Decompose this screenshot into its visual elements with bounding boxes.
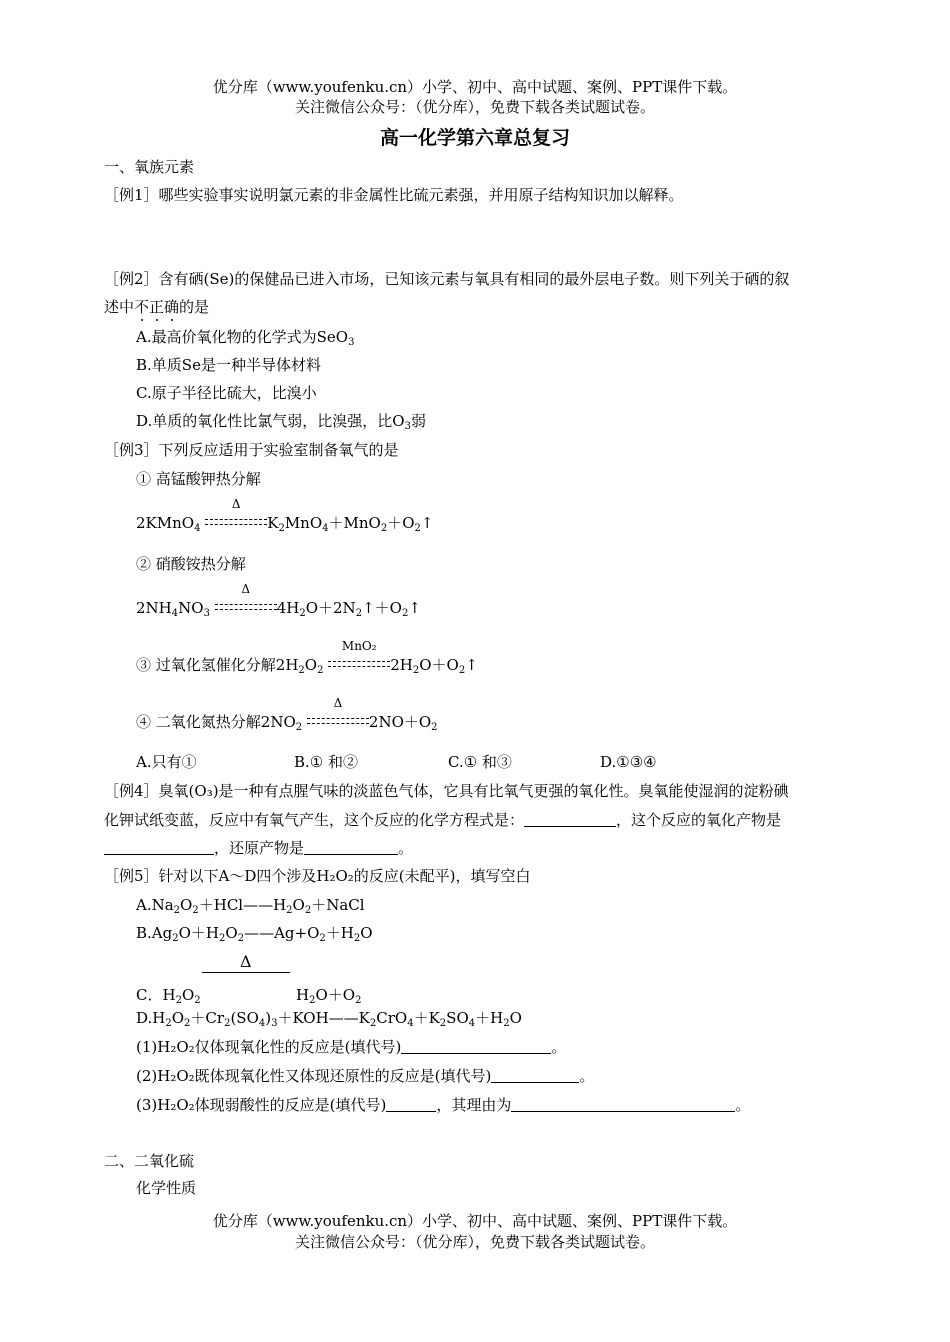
- heat-condition: Δ: [307, 713, 369, 727]
- example-4-line-3: ，还原产物是 。: [104, 840, 413, 856]
- reaction-b: $B.Ag_2O+H_2O_2——Ag+O_2+H_2O$: [136, 924, 373, 944]
- ex3-choice-b: B.① 和②: [294, 753, 359, 771]
- example-4-line-1: ［例4］臭氧(O₃)是一种有点腥气味的淡蓝色气体，它具有比氧气更强的氧化性。臭氧能使湿润的淀粉碘: [104, 782, 789, 800]
- reaction-1-equation: 2KMnO$_4$ Δ $K_2MnO_4+MnO_2+O_2↑$: [136, 497, 434, 534]
- reaction-2-equation: $2NH_4NO_3$ Δ $4H_2O+2N_2↑+O_2↑$: [136, 582, 421, 619]
- reaction-c-left: C．$H_2O_2$: [136, 986, 201, 1006]
- reaction-a: $A.Na_2O_2+HCl——H_2O_2+NaCl$: [136, 896, 365, 916]
- emphasis-dot: [141, 319, 143, 321]
- example-3-stem: ［例3］下列反应适用于实验室制备氧气的是: [104, 441, 399, 459]
- page-title: 高一化学第六章总复习: [379, 127, 570, 149]
- footer-line-2: 关注微信公众号：（优分库），免费下载各类试题试卷。: [294, 1233, 655, 1251]
- emphasis-dot: [156, 319, 158, 321]
- example-2-line-2: 述中不正确的是: [104, 298, 210, 316]
- section-2-heading: 二、二氧化硫: [104, 1152, 195, 1170]
- ex3-choice-c: C.① 和③: [448, 753, 512, 771]
- example-5-stem: ［例5］针对以下A～D四个涉及H₂O₂的反应(未配平)，填写空白: [104, 867, 531, 885]
- footer-line-1: 优分库（www.youfenku.cn）小学、初中、高中试题、案例、PPT课件下载。: [212, 1212, 738, 1230]
- ex2-option-b: B.单质Se是一种半导体材料: [136, 356, 321, 374]
- heat-symbol: Δ: [240, 952, 252, 971]
- ex3-choice-d: D.①③④: [600, 753, 657, 771]
- reaction-c-right: $H_2O+O_2$: [296, 986, 362, 1006]
- answer-blank: [511, 1097, 735, 1112]
- emphasis-not-correct: 不正确: [134, 298, 180, 316]
- header-line-1: 优分库（www.youfenku.cn）小学、初中、高中试题、案例、PPT课件下载。: [212, 78, 738, 96]
- answer-blank: [401, 1039, 551, 1054]
- example-1: ［例1］哪些实验事实说明氯元素的非金属性比硫元素强，并用原子结构知识加以解释。: [104, 186, 684, 204]
- header-line-2: 关注微信公众号：（优分库），免费下载各类试题试卷。: [294, 98, 655, 116]
- emphasis-dot: [171, 319, 173, 321]
- ex2-option-a: A.最高价氧化物的化学式为SeO$_3$: [136, 328, 355, 348]
- ex3-choice-a: A.只有①: [136, 753, 197, 771]
- section-1-heading: 一、氧族元素: [104, 158, 195, 176]
- heat-condition: Δ: [205, 514, 267, 528]
- example-4-line-2: 化钾试纸变蓝，反应中有氧气产生，这个反应的化学方程式是： ，这个反应的氧化产物是: [104, 811, 782, 829]
- section-2-subheading: 化学性质: [136, 1179, 197, 1197]
- condition-line: [202, 972, 290, 973]
- ex2-option-d: D.单质的氧化性比氯气弱，比溴强，比$O_3$弱: [136, 412, 426, 432]
- reaction-4: ④ 二氧化氮热分解$2NO_2$ Δ $2NO+O_2$: [136, 696, 438, 733]
- reaction-3: ③ 过氧化氢催化分解$2H_2O_2$ MnO₂ $2H_2O+O_2↑$: [136, 639, 478, 676]
- reaction-2-label: ② 硝酸铵热分解: [136, 555, 246, 573]
- heat-condition: Δ: [215, 599, 277, 613]
- answer-blank: [491, 1068, 579, 1083]
- answer-blank: [524, 812, 616, 827]
- ex2-option-c: C.原子半径比硫大，比溴小: [136, 384, 317, 402]
- answer-blank: [304, 840, 398, 855]
- question-3: (3)H₂O₂体现弱酸性的反应是(填代号) ，其理由为 。: [136, 1096, 751, 1114]
- example-2-line-1: ［例2］含有硒(Se)的保健品已进入市场，已知该元素与氧具有相同的最外层电子数。则下列关于硒的叙: [104, 270, 790, 288]
- catalyst-condition: MnO₂: [328, 656, 390, 670]
- answer-blank: [386, 1097, 436, 1112]
- answer-blank: [104, 840, 214, 855]
- reaction-1-label: ① 高锰酸钾热分解: [136, 470, 261, 488]
- question-2: (2)H₂O₂既体现氧化性又体现还原性的反应是(填代号) 。: [136, 1067, 595, 1085]
- reaction-d: $D.H_2O_2+Cr_2(SO_4)_3+KOH——K_2CrO_4+K_2SO_4+H_2O$: [136, 1009, 522, 1029]
- question-1: (1)H₂O₂仅体现氧化性的反应是(填代号) 。: [136, 1038, 567, 1056]
